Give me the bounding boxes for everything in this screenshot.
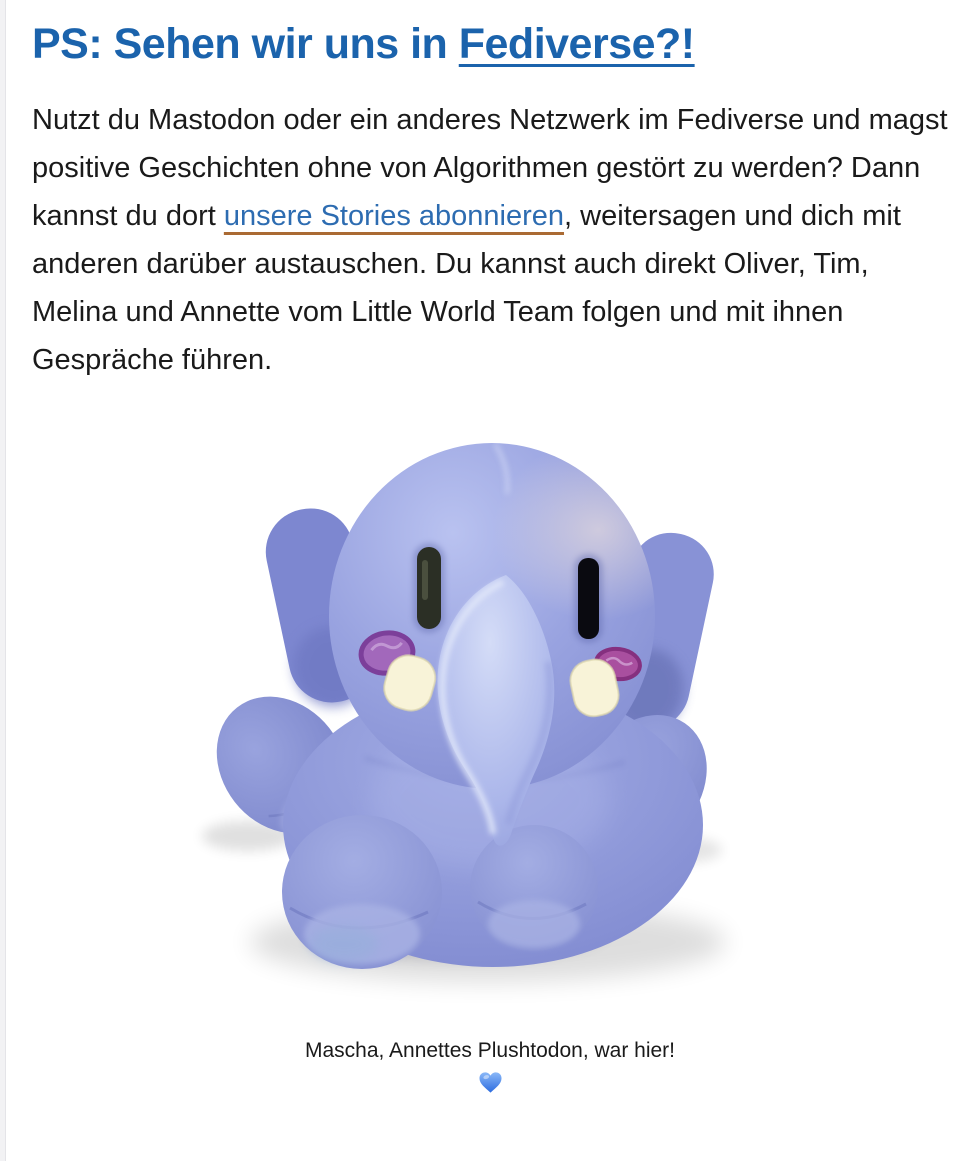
plush-mastodon-illustration: [200, 420, 780, 1020]
intro-paragraph: [32, 96, 948, 384]
subscribe-stories-link[interactable]: unsere Stories abonnieren: [223, 200, 565, 233]
section-heading: [32, 20, 948, 68]
heading-text: PS: Sehen wir uns in: [32, 20, 459, 68]
left-eye: [413, 543, 445, 633]
right-eye: [574, 554, 603, 643]
photo-caption: Mascha, Annettes Plushtodon, war hier!: [304, 1039, 676, 1063]
paragraph-text-before: Nutzt du Mastodon oder ein anderes Netzwerk im Fediverse und magst positive Geschichten ohne von Algorithmen gestört zu werden? Dann kannst du dort: [32, 104, 948, 233]
left-foot: [282, 815, 442, 969]
fediverse-heading-link[interactable]: Fediverse?!: [458, 20, 695, 68]
right-foot: [470, 825, 598, 951]
plush-mastodon-photo: [200, 420, 780, 1020]
blue-heart-icon: [477, 1069, 504, 1086]
heart-row: [32, 1069, 948, 1097]
paragraph-text-after: , weitersagen und dich mit anderen darüber austauschen. Du kannst auch direkt Oliver, Tim, Melina und Annette vom Little World Team folgen und mit ihnen Gespräche führen.: [32, 200, 901, 377]
